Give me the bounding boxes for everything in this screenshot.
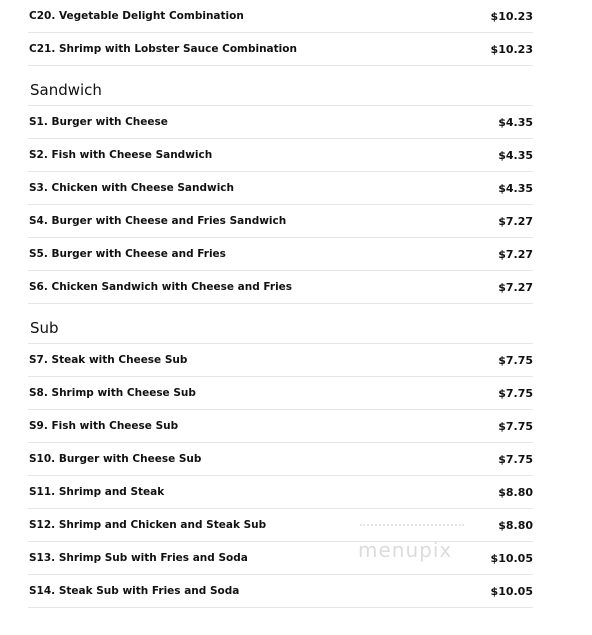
- menu-item-price: $8.80: [498, 518, 533, 532]
- section-title: Sub: [28, 304, 533, 344]
- menu-item-price: $7.27: [498, 280, 533, 294]
- menu-item-name: S11. Shrimp and Steak: [29, 486, 165, 498]
- menu-item: [28, 542, 533, 575]
- menu-item: [28, 172, 533, 205]
- menu-item-price: $4.35: [498, 115, 533, 129]
- menu-item-name: S6. Chicken Sandwich with Cheese and Fries: [29, 281, 293, 293]
- menu-item-name: S5. Burger with Cheese and Fries: [29, 248, 226, 260]
- menu-section-combination: [28, 0, 533, 66]
- menu-item-name: S8. Shrimp with Cheese Sub: [29, 387, 196, 399]
- menu-item: [28, 271, 533, 304]
- menu-item-name: S2. Fish with Cheese Sandwich: [29, 149, 213, 161]
- menu-item: [28, 106, 533, 139]
- menu-item: [28, 410, 533, 443]
- menu-item: [28, 33, 533, 66]
- menu-item: [28, 238, 533, 271]
- menu-item: [28, 377, 533, 410]
- menu-item: [28, 205, 533, 238]
- menu-item: [28, 0, 533, 33]
- menu-item-price: $10.05: [490, 584, 533, 598]
- menu-item-price: $10.23: [490, 42, 533, 56]
- watermark-logo: menupix: [358, 538, 453, 562]
- menu-item-name: S7. Steak with Cheese Sub: [29, 354, 188, 366]
- menu-item: [28, 575, 533, 608]
- menu-list: [28, 0, 533, 608]
- menu-item: [28, 476, 533, 509]
- menu-section-sandwich: [28, 66, 533, 304]
- watermark-decoration: [360, 524, 464, 526]
- menu-item-price: $7.75: [498, 353, 533, 367]
- menu-item-name: S12. Shrimp and Chicken and Steak Sub: [29, 519, 267, 531]
- menu-item-price: $7.75: [498, 452, 533, 466]
- menu-item-price: $7.27: [498, 247, 533, 261]
- menu-item-price: $10.05: [490, 551, 533, 565]
- menu-item-name: S9. Fish with Cheese Sub: [29, 420, 179, 432]
- menu-item-price: $7.75: [498, 386, 533, 400]
- menu-item-price: $10.23: [490, 9, 533, 23]
- menu-item: [28, 443, 533, 476]
- menu-item-name: C21. Shrimp with Lobster Sauce Combination: [29, 43, 297, 55]
- section-title: Sandwich: [28, 66, 533, 106]
- menu-item-name: S4. Burger with Cheese and Fries Sandwich: [29, 215, 287, 227]
- menu-item-name: C20. Vegetable Delight Combination: [29, 10, 244, 22]
- menu-item: [28, 344, 533, 377]
- menu-item-price: $7.27: [498, 214, 533, 228]
- menu-item-name: S13. Shrimp Sub with Fries and Soda: [29, 552, 248, 564]
- menu-section-sub: [28, 304, 533, 608]
- menu-item-price: $8.80: [498, 485, 533, 499]
- menu-item: [28, 139, 533, 172]
- menu-item-price: $7.75: [498, 419, 533, 433]
- menu-item-name: S3. Chicken with Cheese Sandwich: [29, 182, 235, 194]
- menu-item-name: S1. Burger with Cheese: [29, 116, 168, 128]
- menu-item-price: $4.35: [498, 181, 533, 195]
- menu-item-name: S10. Burger with Cheese Sub: [29, 453, 202, 465]
- menu-item-price: $4.35: [498, 148, 533, 162]
- menu-item-name: S14. Steak Sub with Fries and Soda: [29, 585, 240, 597]
